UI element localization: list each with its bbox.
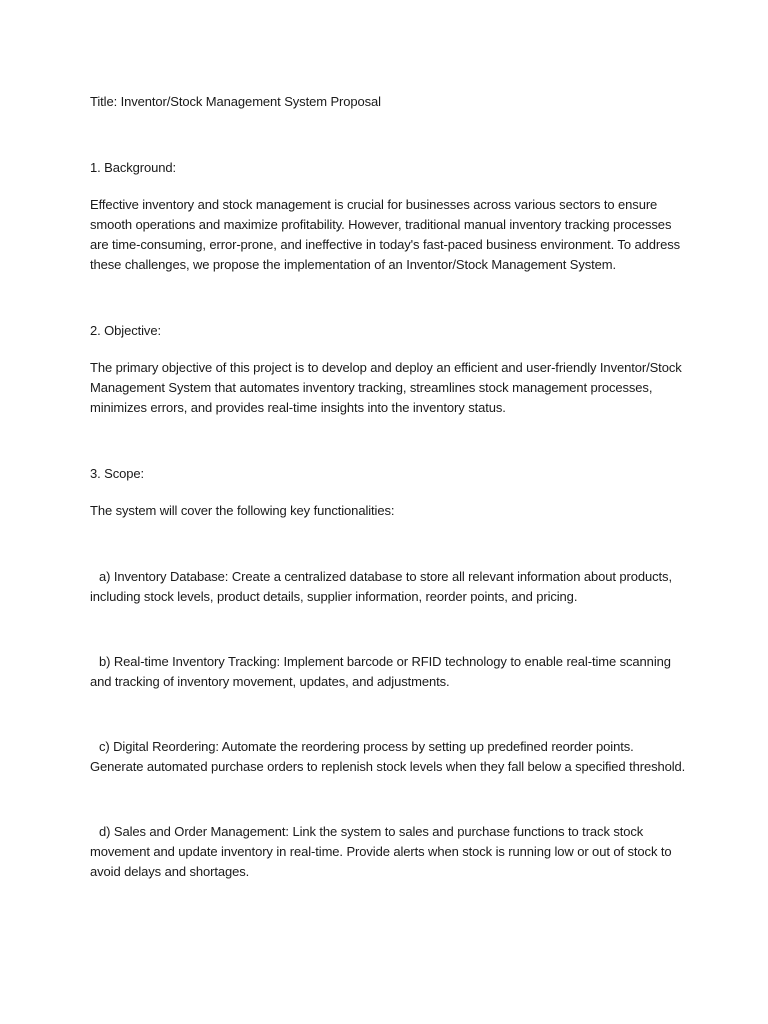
section-heading-scope: 3. Scope: [90,466,145,481]
scope-item-real-time-tracking: b) Real-time Inventory Tracking: Implement barcode or RFID technology to enable real-time scanning and tracking of inventory movement, updates, and adjustments. [90,654,671,689]
section-text-background: Effective inventory and stock management is crucial for businesses across various sectors to ensure smooth operations and maximize profitability. However, traditional manual inventory tracking processes are time-consuming, error-prone, and ineffective in today's fast-paced business environment. To address these challenges, we propose the implementation of an Inventor/Stock Management System. [90,197,681,272]
section-text-objective: The primary objective of this project is to develop and deploy an efficient and user-friendly Inventor/Stock Management System that automates inventory tracking, streamlines stock management processes, minimizes errors, and provides real-time insights into the inventory status. [90,360,682,415]
document-title: Title: Inventor/Stock Management System Proposal [90,94,381,109]
scope-item-inventory-database: a) Inventory Database: Create a centralized database to store all relevant information about products, including stock levels, product details, supplier information, reorder points, and pricing. [90,569,672,604]
section-text-scope-intro: The system will cover the following key functionalities: [90,503,395,518]
section-heading-objective: 2. Objective: [90,323,161,338]
section-heading-background: 1. Background: [90,160,177,175]
scope-item-digital-reordering: c) Digital Reordering: Automate the reordering process by setting up predefined reorder points. Generate automated purchase orders to replenish stock levels when they fall below a specified threshold. [90,739,686,774]
document-body [90,92,688,927]
scope-list [90,567,688,882]
scope-item-sales-order-management: d) Sales and Order Management: Link the system to sales and purchase functions to track stock movement and update inventory in real-time. Provide alerts when stock is running low or out of stock to avoid delays and shortages. [90,824,672,879]
